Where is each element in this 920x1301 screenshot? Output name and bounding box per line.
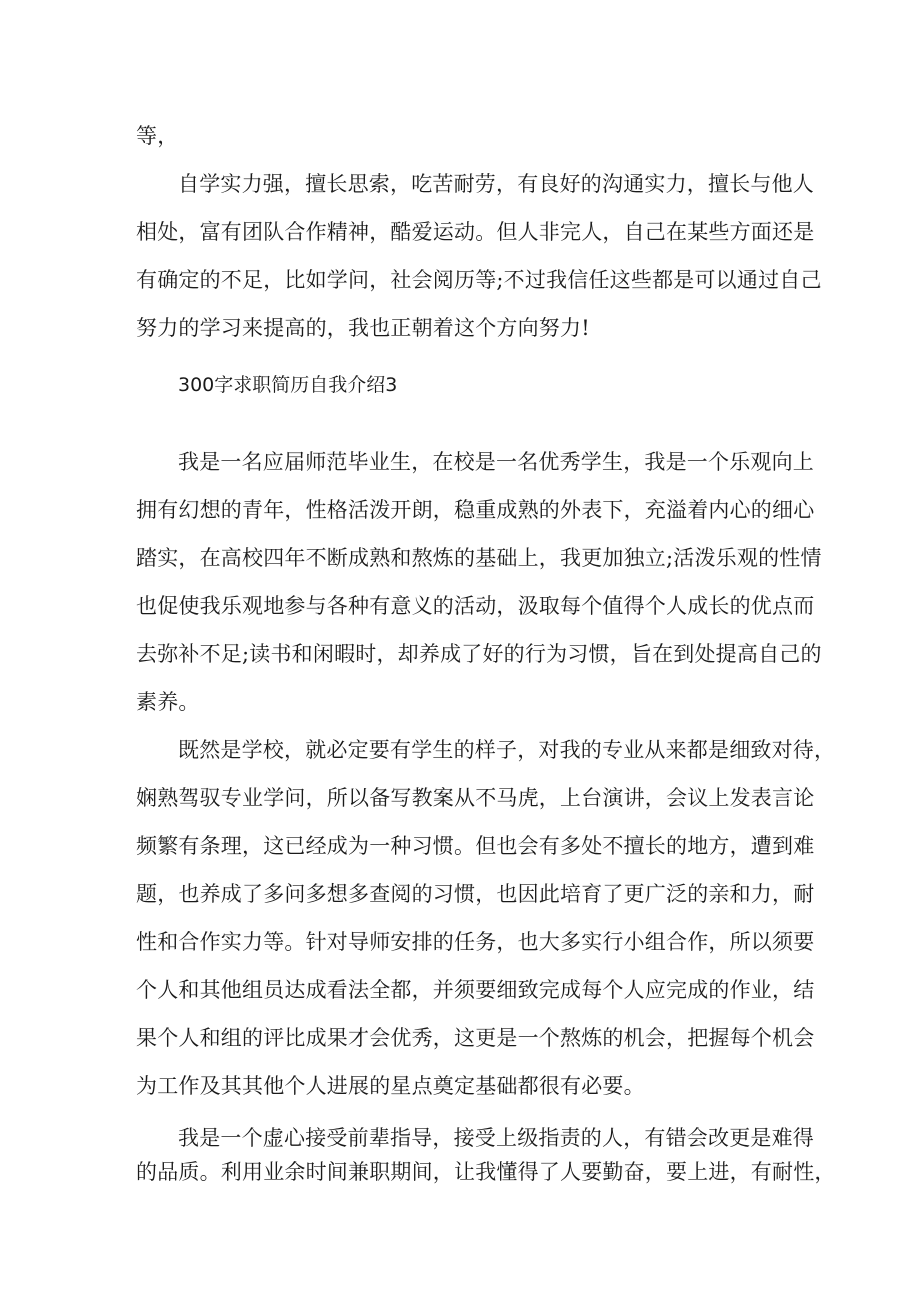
text-line: 的品质。利用业余时间兼职期间，让我懂得了人要勤奋，要上进，有耐性，: [136, 1160, 836, 1184]
text-line: 性和合作实力等。针对导师安排的任务，也大多实行小组合作，所以须要: [136, 930, 815, 954]
text-line: 等，: [136, 124, 179, 148]
text-line: 个人和其他组员达成看法全都，并须要细致完成每个人应完成的作业，结: [136, 978, 815, 1002]
text-line: 我是一名应届师范毕业生，在校是一名优秀学生，我是一个乐观向上: [178, 450, 814, 474]
text-line: 娴熟驾驭专业学问，所以备写教案从不马虎，上台演讲，会议上发表言论: [136, 786, 815, 810]
text-line: 踏实，在高校四年不断成熟和熬炼的基础上，我更加独立;活泼乐观的性情: [136, 546, 822, 570]
text-line: 果个人和组的评比成果才会优秀，这更是一个熬炼的机会，把握每个机会: [136, 1026, 815, 1050]
text-line: 有确定的不足，比如学问，社会阅历等;不过我信任这些都是可以通过自己: [136, 268, 822, 292]
text-line: 也促使我乐观地参与各种有意义的活动，汲取每个值得个人成长的优点而: [136, 594, 815, 618]
text-line: 频繁有条理，这已经成为一种习惯。但也会有多处不擅长的地方，遭到难: [136, 834, 815, 858]
text-line: 相处，富有团队合作精神，酷爱运动。但人非完人，自己在某些方面还是: [136, 220, 815, 244]
text-line: 素养。: [136, 690, 200, 714]
text-line: 努力的学习来提高的，我也正朝着这个方向努力!: [136, 316, 590, 340]
text-line: 我是一个虚心接受前辈指导，接受上级指责的人，有错会改更是难得: [178, 1126, 814, 1150]
text-line: 既然是学校，就必定要有学生的样子，对我的专业从来都是细致对待，: [178, 738, 836, 762]
text-line: 自学实力强，擅长思索，吃苦耐劳，有良好的沟通实力，擅长与他人: [178, 172, 814, 196]
text-line: 为工作及其其他个人进展的星点奠定基础都很有必要。: [136, 1074, 645, 1098]
section-heading: 300字求职简历自我介绍3: [178, 374, 398, 396]
text-line: 题，也养成了多问多想多查阅的习惯，也因此培育了更广泛的亲和力，耐: [136, 882, 815, 906]
text-line: 去弥补不足;读书和闲暇时，却养成了好的行为习惯，旨在到处提高自己的: [136, 642, 822, 666]
text-line: 拥有幻想的青年，性格活泼开朗，稳重成熟的外表下，充溢着内心的细心: [136, 498, 815, 522]
